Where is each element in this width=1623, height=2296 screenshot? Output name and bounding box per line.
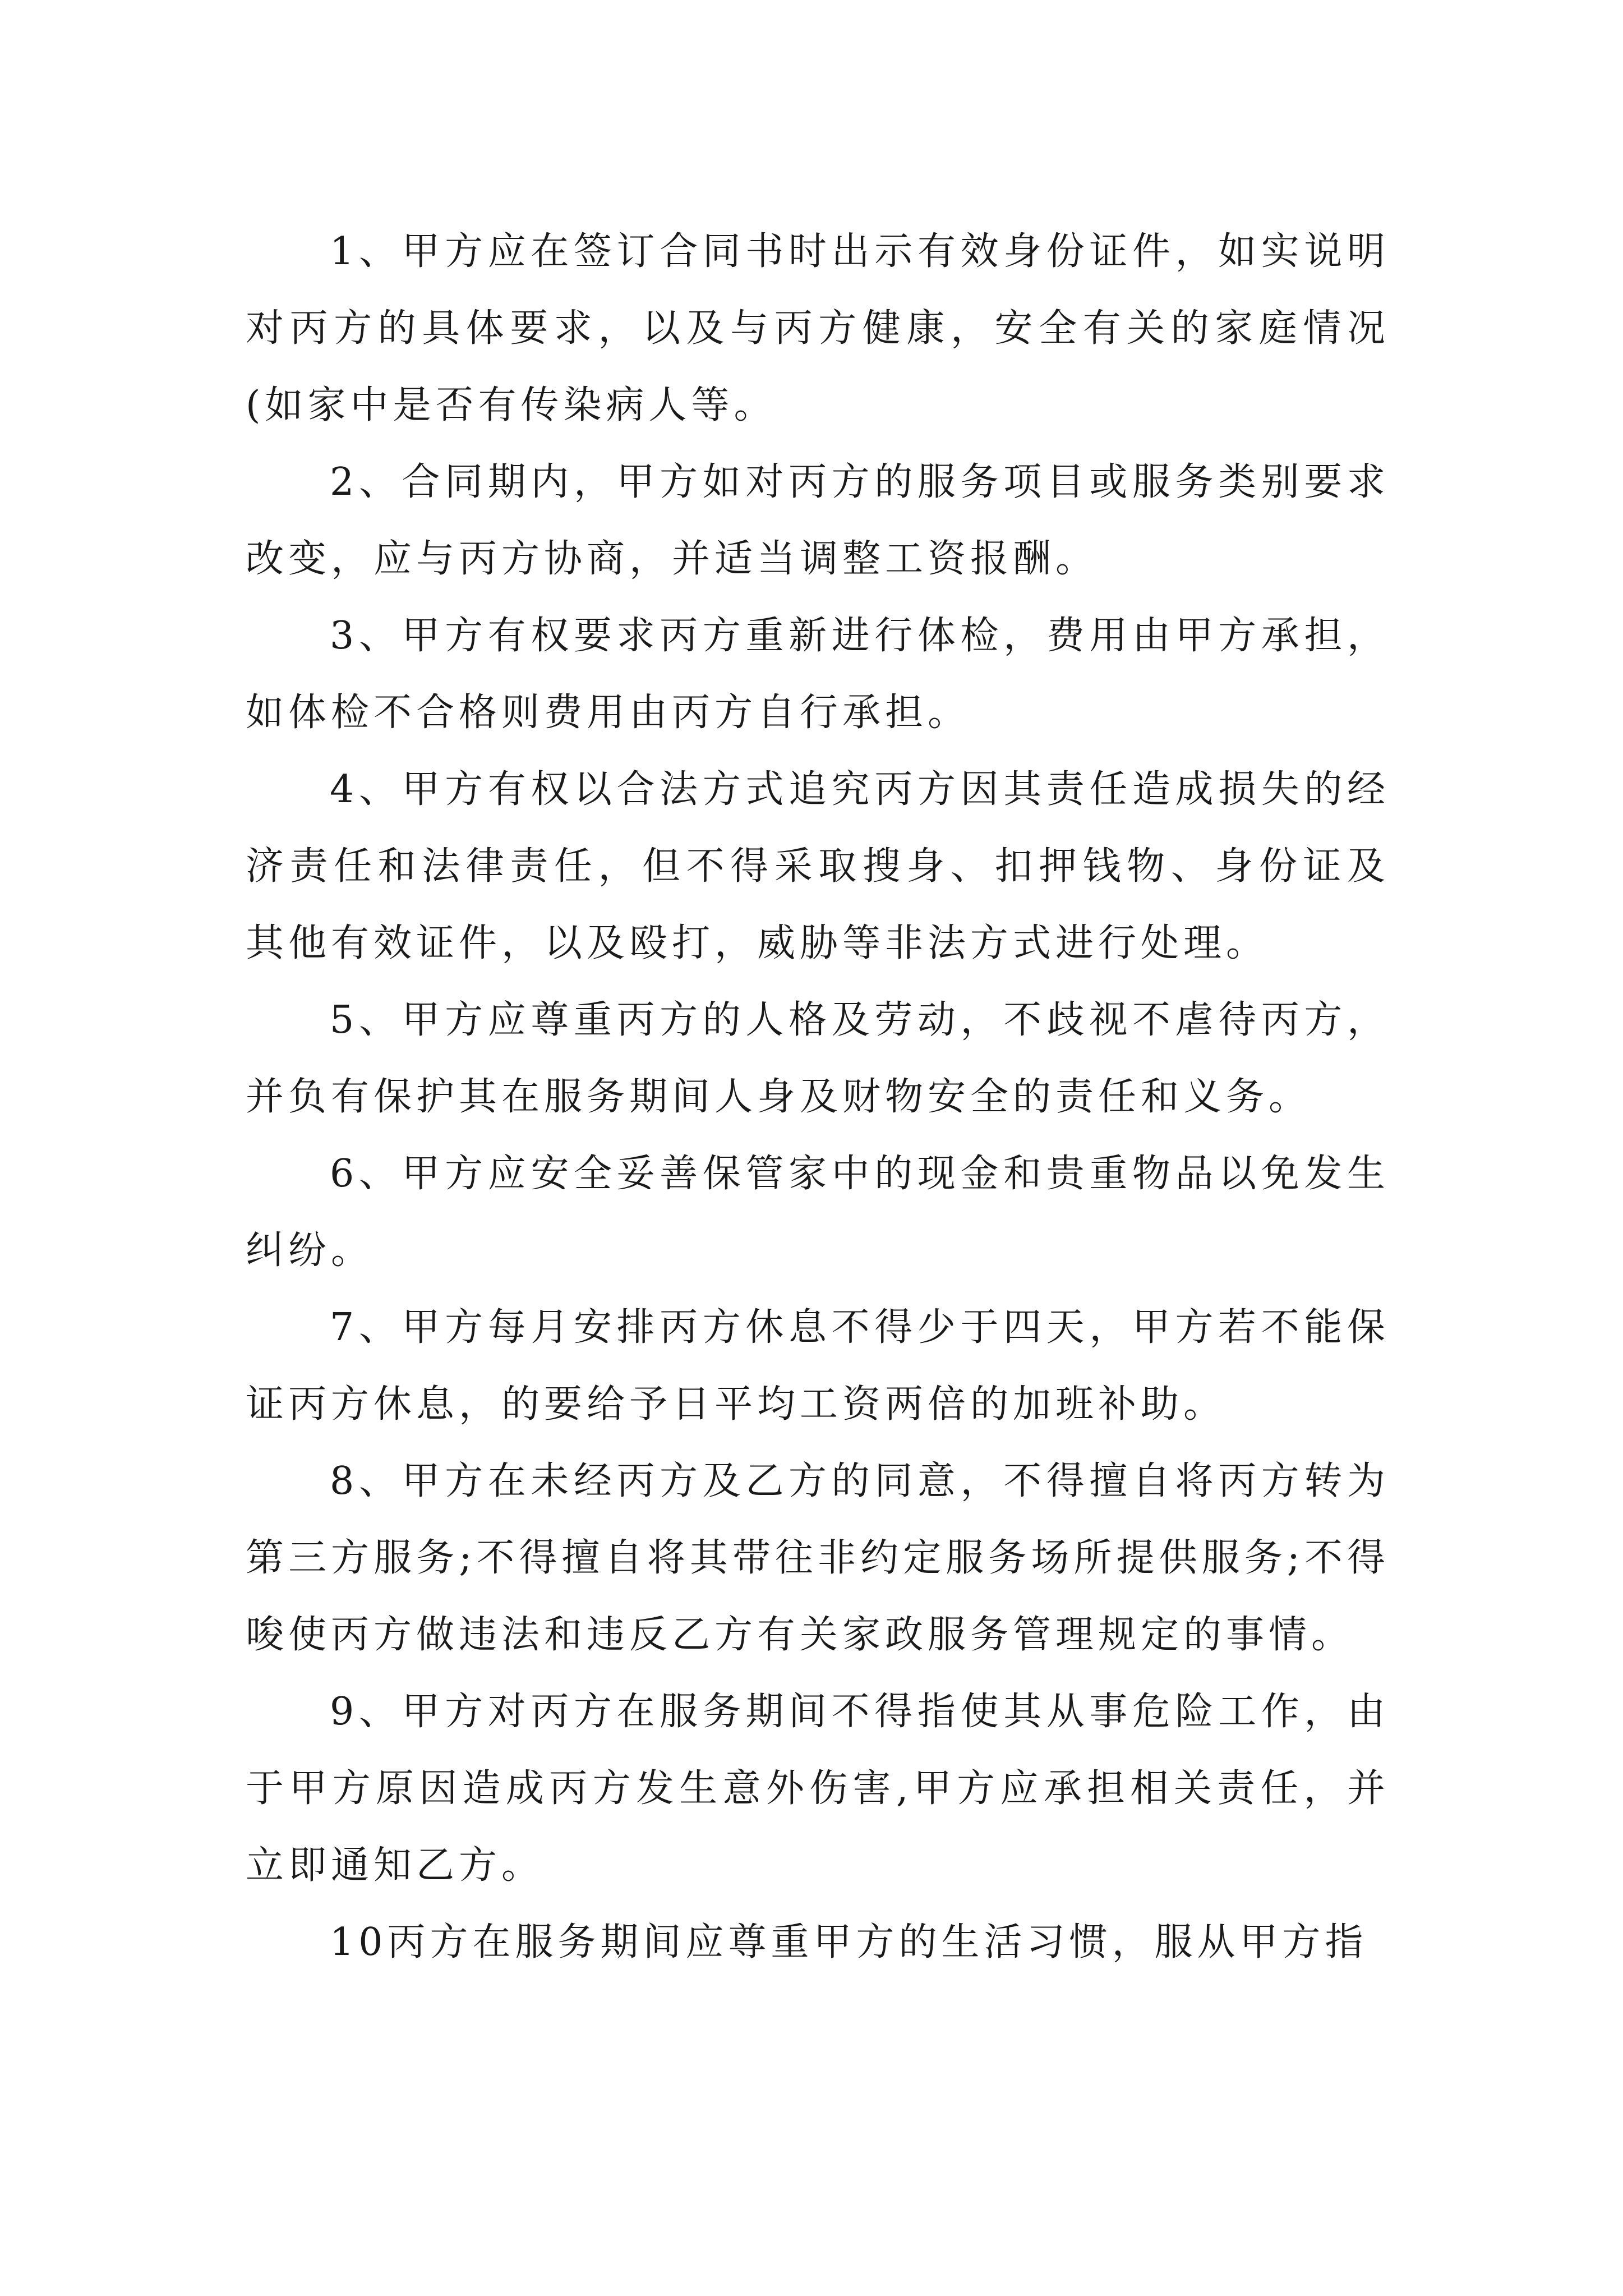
- clause-1: 1、甲方应在签订合同书时出示有效身份证件，如实说明对丙方的具体要求，以及与丙方健康，安全有关的家庭情况(如家中是否有传染病人等。: [246, 229, 1390, 427]
- clause-2: 2、合同期内，甲方如对丙方的服务项目或服务类别要求改变，应与丙方协商，并适当调整工资报酬。: [246, 460, 1390, 581]
- document-body: [246, 213, 1390, 1981]
- clause-6: 6、甲方应安全妥善保管家中的现金和贵重物品以免发生纠纷。: [246, 1152, 1390, 1273]
- clause-7: 7、甲方每月安排丙方休息不得少于四天，甲方若不能保证丙方休息，的要给予日平均工资两倍的加班补助。: [246, 1305, 1390, 1427]
- clause-8: 8、甲方在未经丙方及乙方的同意，不得擅自将丙方转为第三方服务;不得擅自将其带往非约定服务场所提供服务;不得唆使丙方做违法和违反乙方有关家政服务管理规定的事情。: [246, 1459, 1390, 1657]
- clause-10: 10丙方在服务期间应尊重甲方的生活习惯，服从甲方指: [330, 1920, 1368, 1964]
- clause-5: 5、甲方应尊重丙方的人格及劳动，不歧视不虐待丙方，并负有保护其在服务期间人身及财物安全的责任和义务。: [246, 998, 1390, 1119]
- clause-4: 4、甲方有权以合法方式追究丙方因其责任造成损失的经济责任和法律责任，但不得采取搜身、扣押钱物、身份证及其他有效证件，以及殴打，威胁等非法方式进行处理。: [246, 767, 1390, 965]
- clause-3: 3、甲方有权要求丙方重新进行体检，费用由甲方承担，如体检不合格则费用由丙方自行承担。: [246, 614, 1390, 735]
- clause-9: 9、甲方对丙方在服务期间不得指使其从事危险工作，由于甲方原因造成丙方发生意外伤害,甲方应承担相关责任，并立即通知乙方。: [246, 1690, 1390, 1888]
